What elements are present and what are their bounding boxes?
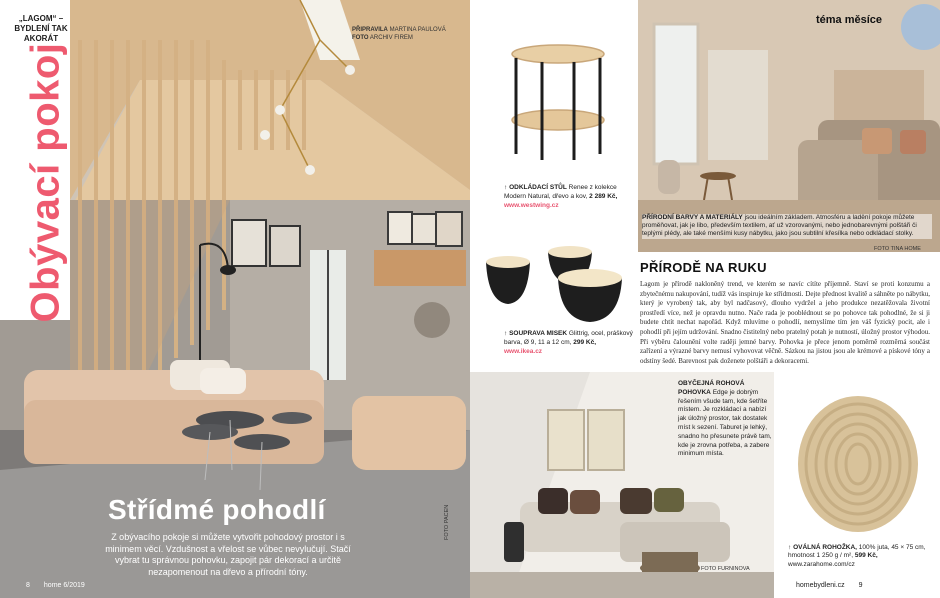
credit-photo-name: ARCHIV FIREM [369, 35, 413, 41]
bowls-caption-title: SOUPRAVA MISEK [509, 330, 568, 337]
bowls-caption-text: Glittrig, ocel, práškový barva, Ø 9, 11 a 12 cm, [504, 330, 633, 346]
bowls-image [478, 242, 640, 324]
rug-caption-price: 599 Kč, [854, 552, 878, 560]
theme-circle [901, 4, 940, 50]
folio-left [26, 582, 99, 589]
headline: Střídmé pohodlí [108, 494, 326, 525]
kicker: „LAGOM“ – BYDLENÍ TAK AKORÁT [14, 14, 68, 43]
side-table-image [500, 36, 616, 166]
rug-caption-text: 100% juta, 45 × 75 cm, hmotnost 1 250 g / m², [788, 544, 926, 560]
room-caption-text: jsou ideálním základem. Atmosféru a ladění pokoje můžete proměňovat, jak je libo, především textilem, ať už vzorovanými, nebo jednobarevnými polštáři či teplými plédy, ale také menšími kusy nábytku, jako jsou subtilní křesílka nebo odkládací stolky. [642, 214, 917, 238]
rug-caption-url[interactable]: www.zarahome.com/cz [788, 560, 855, 568]
right-page [470, 0, 940, 598]
table-caption [504, 184, 634, 210]
photo-credit-vertical: FOTO PACEN [444, 504, 450, 540]
table-caption-url[interactable]: www.westwing.cz [504, 201, 559, 209]
table-caption-title: ODKLÁDACÍ STŮL [509, 184, 567, 191]
page-number-right: 9 [858, 582, 863, 589]
arrow-up-icon: ↑ [788, 544, 792, 551]
table-caption-price: 2 289 Kč, [589, 192, 618, 200]
bowls-caption-url[interactable]: www.ikea.cz [504, 347, 543, 355]
theme-tag: téma měsíce [816, 14, 883, 26]
section-title-text: Obývací pokoj [23, 42, 68, 323]
arrow-up-icon: ↑ [504, 330, 508, 337]
bowls-caption-price: 299 Kč, [573, 338, 597, 346]
credits-left [352, 26, 446, 42]
page-number-left: 8 [26, 582, 30, 589]
article-heading: PŘÍRODĚ NA RUKU [640, 260, 767, 275]
room-caption-title: PŘÍRODNÍ BARVY A MATERIÁLY [642, 214, 743, 221]
credit-prepared-name: MARTINA PAULOVÁ [389, 27, 446, 33]
site-label: homebydleni.cz [796, 582, 845, 589]
arrow-up-icon: ↑ [504, 184, 508, 191]
issue-label: home 6/2019 [43, 582, 85, 589]
folio-right [796, 582, 863, 589]
sofa-caption-title: OBYČEJNÁ ROHOVÁ POHOVKA [678, 380, 745, 396]
rug-image [776, 392, 940, 552]
room-credit: FOTO TINA HOME [874, 246, 921, 252]
table-caption-text: Renee z kolekce Modern Natural, dřevo a kov, [504, 184, 617, 200]
credit-prepared-label: PŘIPRAVILA [352, 27, 388, 33]
credit-photo-label: FOTO [352, 35, 369, 41]
lead-text: Z obývacího pokoje si můžete vytvořit pohodový prostor i s minimem věcí. Vzdušnost a vřelost se vůbec nevylučují. Stačí vybrat tu správnou pohovku, zapojit pár dekorací a určitě nezapomenout na dřevo a přírodní tóny. [105, 532, 351, 577]
section-title [6, 40, 66, 340]
rug-caption-title: OVÁLNÁ ROHOŽKA, [793, 544, 857, 551]
bowls-caption [504, 330, 634, 356]
sofa-caption-text: Edge je dobrým řešením všude tam, kde šetříte místem. Je rozkládací a nabízí jak úložný prostor, tak dostatek míst k sezení. Taburet je lehký, snadno ho přesunete právě tam, kde je zrovna potřeba, a zabere minimum místa. [678, 388, 772, 458]
room-caption [642, 214, 932, 239]
sofa-caption [678, 380, 772, 459]
rug-caption [788, 544, 936, 569]
sofa-credit: FOTO FURNINOVA [701, 566, 750, 572]
article-body: Lagom je přírodě nakloněný trend, ve kterém se navíc cítíte příjemně. Staví se proti konzumu a zbytečnému nakupování, tudíž vás inspiruje ke střídmosti. Dejte přednost kvalitě a sáhněte po nábytku, který je vyrobený tak, aby byl nadčasový, dlouho vydržel a jeho produkce nezatěžovala životní prostředí více, než je opravdu nutno. Nače rada je pooblédnout se po pohovce tak pohodlné, že si ji budete chtít nechat napořád. Když mluvíme o pohodlí, nemyslíme tím jen váš fyzický pocit, ale i pohodlí při jejím udržování. Snadno čistitelný nebo pratelný potah je nutností, úložný prostor výhodou. Při výběru čalounění volte raději jemné barvy. Pohovka je přece jenom poměrně rozměrná součást zařízení a výrazné barvy nemusí vyhovovat věčně. Sázkou na jistou jsou ale krémové a pískové tóny a odstíny šedé. Barevnost pak doženete polštáři a dekoracemi. [640, 280, 930, 365]
